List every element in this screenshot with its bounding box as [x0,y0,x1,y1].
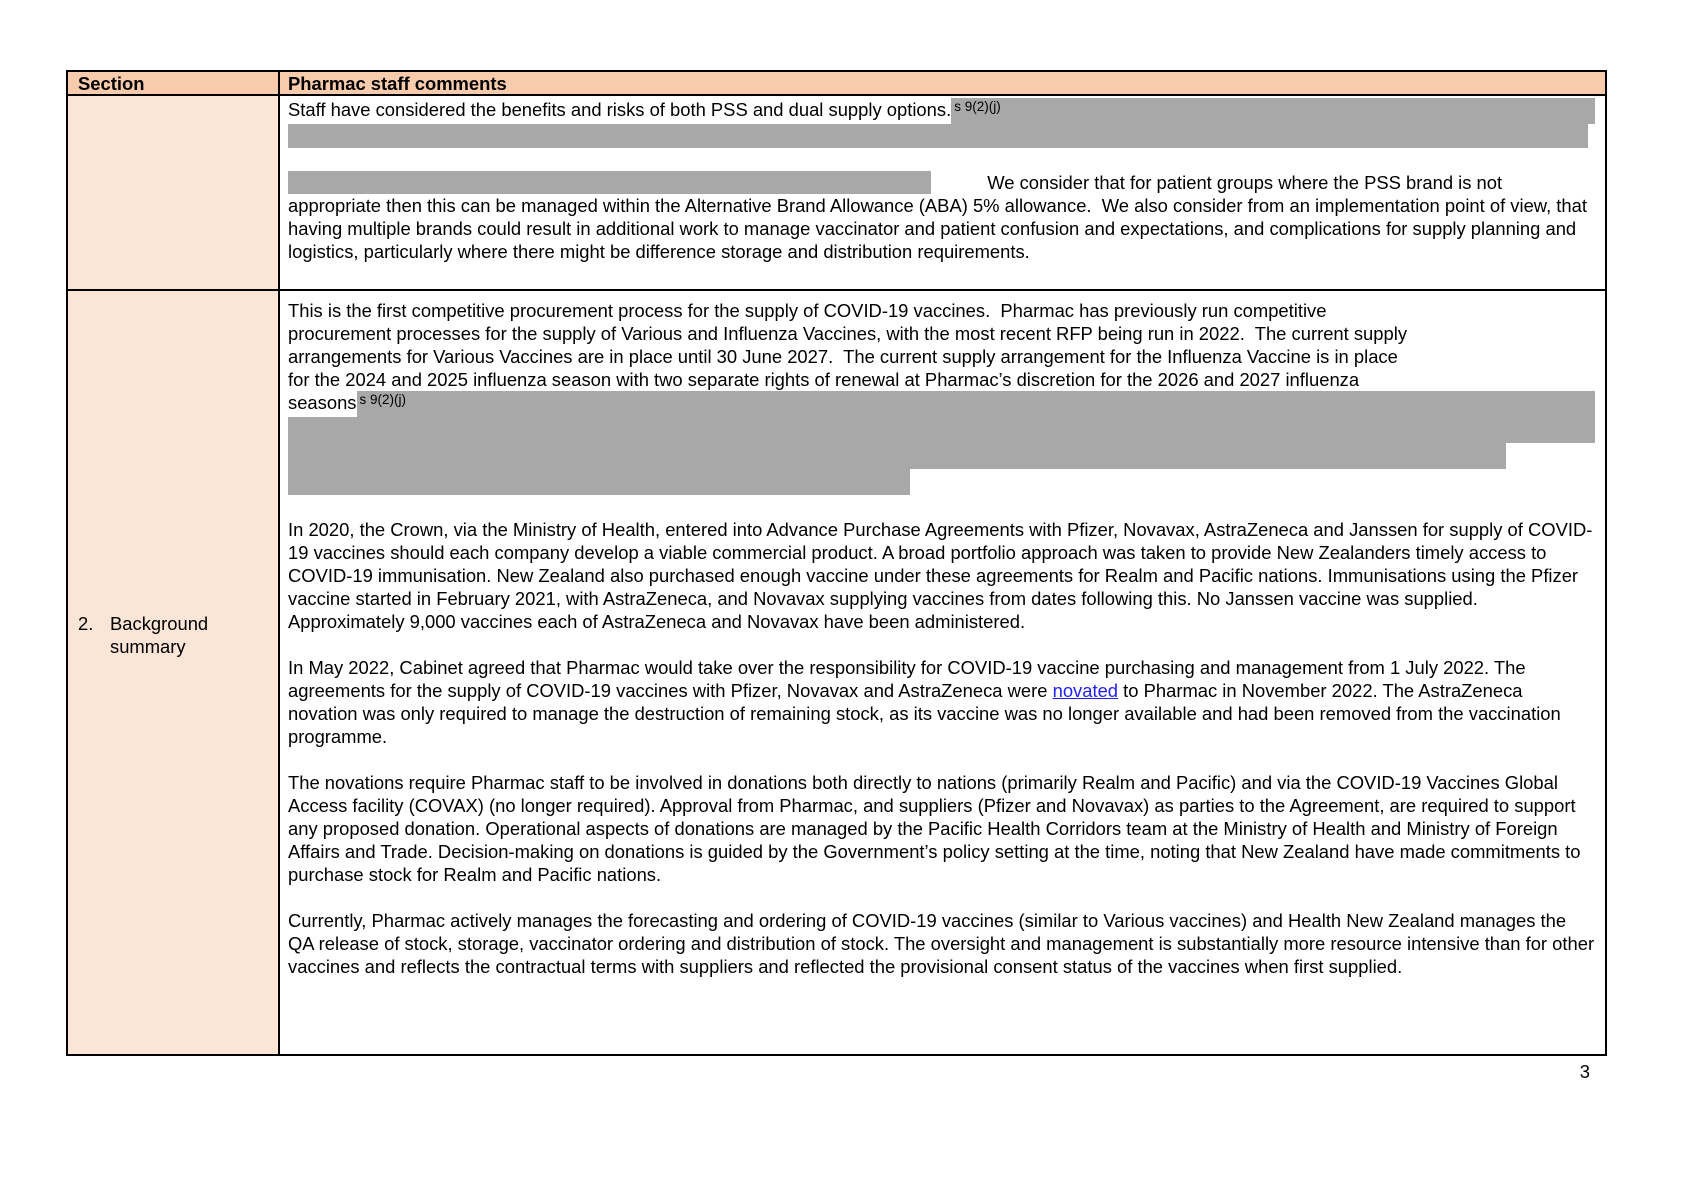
background-paragraph-line: arrangements for Various Vaccines are in place until 30 June 2027. The current supply arrangement for the Influenza Vaccine is in place [288,346,1398,367]
redaction-bar [288,443,1506,469]
table-header-row [68,72,1605,96]
paragraph3-text-before-link: In May 2022, Cabinet agreed that Pharmac would take over the responsibility for COVID-19 vaccine purchasing and management from 1 July 2022. The agreements for the supply of COVID-19 vaccines with Pfizer, Novavax and AstraZeneca were [288,657,1531,701]
paragraph3-text-after-link: to Pharmac in November 2022. The AstraZeneca novation was only required to manage the destruction of remaining stock, as its vaccine was no longer available and had been removed from the vaccination programme. [288,680,1566,747]
background-paragraph-5: Currently, Pharmac actively manages the forecasting and ordering of COVID-19 vaccines (similar to Various vaccines) and Health New Zealand manages the QA release of stock, storage, vaccinator ordering and distribution of stock. The oversight and management is substantially more resource intensive than for other vaccines and reflects the contractual terms with suppliers and reflected the provisional consent status of the vaccines when first supplied. [288,910,1600,977]
row1-text-before-redaction: Staff have considered the benefits and risks of both PSS and dual supply options. [288,99,952,120]
page-number: 3 [1579,1061,1590,1082]
section-number: 2. [78,613,94,634]
redaction-code-label: s 9(2)(j) [359,392,406,407]
row1-continuation-paragraph [288,148,1595,286]
background-paragraph-4: The novations require Pharmac staff to be involved in donations both directly to nations (primarily Realm and Pacific) and via the COVID-19 Vaccines Global Access facility (COVAX) (no longer required). Approval from Pharmac, and suppliers (Pfizer and Novavax) as parties to the Agreement, are required to support any proposed donation. Operational aspects of donations are managed by the Pacific Health Corridors team at the Ministry of Health and Ministry of Foreign Affairs and Trade. Decision-making on donations is guided by the Government’s policy setting at the time, noting that New Zealand have made commitments to purchase stock for Realm and Pacific nations. [288,772,1586,885]
redaction-bar [288,171,931,194]
row2-redaction-start-line [288,391,1595,417]
section-title: Background summary [110,613,209,657]
redaction-bar [288,417,1595,443]
row2-section-cell [68,291,280,1054]
section-entry [78,612,274,658]
header-comments-label: Pharmac staff comments [288,73,507,94]
background-paragraph-3 [288,656,1595,748]
background-paragraph-line: procurement processes for the supply of Various and Influenza Vaccines, with the most recent RFP being run in 2022. The current supply [288,323,1408,344]
redaction-bar [357,391,1596,417]
header-cell-comments [280,72,1605,94]
table-row [68,96,1605,291]
header-section-label: Section [78,73,145,94]
row1-comments-cell [280,96,1605,289]
row1-section-cell [68,96,280,289]
background-paragraph-2: In 2020, the Crown, via the Ministry of Health, entered into Advance Purchase Agreements with Pfizer, Novavax, AstraZeneca and Janssen for supply of COVID-19 vaccines should each company develop a viable commercial product. A broad portfolio approach was taken to provide New Zealanders timely access to COVID-19 immunisation. New Zealand also purchased enough vaccine under these agreements for Realm and Pacific nations. Immunisations using the Pfizer vaccine started in February 2021, with AstraZeneca, and Novavax supplying vaccines from dates following this. No Janssen vaccine was supplied. Approximately 9,000 vaccines each of AstraZeneca and Novavax have been administered. [288,519,1593,632]
background-paragraph-line: This is the first competitive procurement process for the supply of COVID-19 vaccines. Pharmac has previously run competitive [288,300,1327,321]
novated-link[interactable]: novated [1052,680,1119,701]
row2-text-before-redaction: seasons [288,392,357,413]
row2-comments-cell [280,291,1605,1054]
row1-text-after-redaction: We consider that for patient groups where the PSS brand is not appropriate then this can be managed within the Alternative Brand Allowance (ABA) 5% allowance. We also consider from an implementation point of view, that having multiple brands could result in additional work to manage vaccinator and patient confusion and expectations, and complications for supply planning and logistics, particularly where there might be difference storage and distribution requirements. [288,172,1593,262]
redaction-code-label: s 9(2)(j) [954,99,1001,114]
redaction-bar [288,124,1588,148]
redaction-bar [951,98,1595,124]
comments-table [66,70,1607,1056]
row1-first-line [288,98,1595,124]
background-paragraph-line: for the 2024 and 2025 influenza season with two separate rights of renewal at Pharmac’s discretion for the 2026 and 2027 influenza [288,369,1360,390]
table-row [68,291,1605,1054]
redaction-bar [288,469,910,495]
header-cell-section [68,72,280,94]
